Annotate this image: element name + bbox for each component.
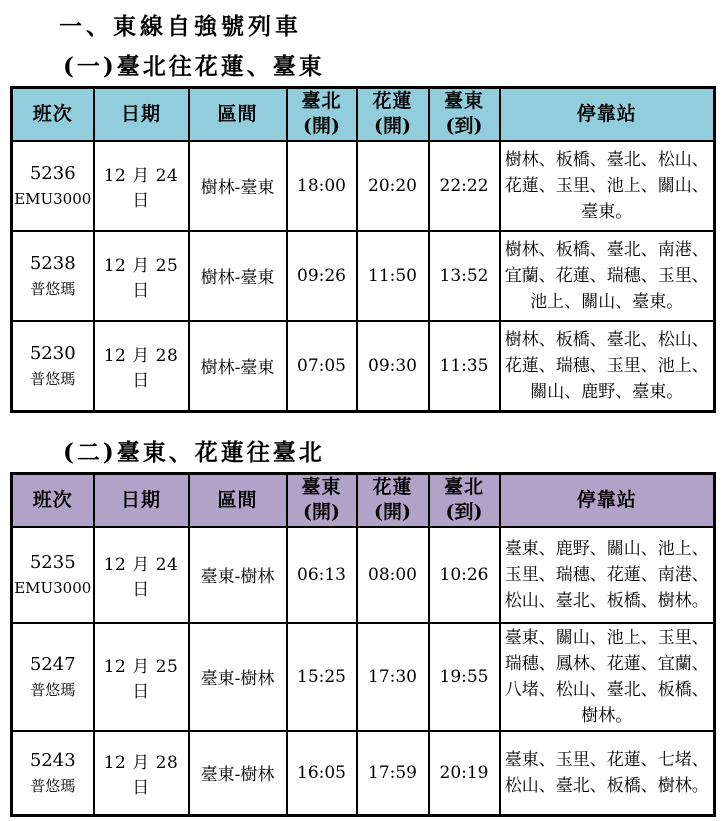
cell-date: 12 月 28 日 [94, 321, 189, 412]
cell-arr-time: 19:55 [429, 623, 500, 731]
cell-date: 12 月 25 日 [94, 623, 189, 731]
col-header-taitung-arr: 臺東 (到) [429, 88, 500, 141]
cell-dep-time-1: 06:13 [287, 527, 357, 623]
timetable-taitung-to-taipei [10, 472, 716, 817]
cell-stops: 樹林、板橋、臺北、松山、花蓮、瑞穗、玉里、池上、關山、鹿野、臺東。 [500, 321, 715, 412]
cell-route: 樹林-臺東 [189, 231, 287, 321]
cell-dep-time-2: 20:20 [357, 141, 429, 231]
section-2-subtitle: (二)臺東、花蓮往臺北 [63, 439, 325, 466]
cell-stops: 臺東、玉里、花蓮、七堵、松山、臺北、板橋、樹林。 [500, 731, 715, 816]
header-row [12, 474, 715, 527]
cell-arr-time: 22:22 [429, 141, 500, 231]
header-row [12, 88, 715, 141]
train-row [12, 321, 715, 412]
cell-dep-time-2: 17:30 [357, 623, 429, 731]
col-header-train-no: 班次 [12, 88, 94, 141]
cell-date: 12 月 25 日 [94, 231, 189, 321]
col-header-hualien-dep: 花蓮 (開) [357, 474, 429, 527]
cell-route: 臺東-樹林 [189, 731, 287, 816]
cell-date: 12 月 28 日 [94, 731, 189, 816]
col-header-route: 區間 [189, 88, 287, 141]
col-header-stops: 停靠站 [500, 88, 715, 141]
cell-dep-time-2: 09:30 [357, 321, 429, 412]
timetable-taipei-to-taitung [10, 86, 716, 413]
col-header-train-no: 班次 [12, 474, 94, 527]
cell-route: 臺東-樹林 [189, 623, 287, 731]
col-header-hualien-dep: 花蓮 (開) [357, 88, 429, 141]
cell-route: 臺東-樹林 [189, 527, 287, 623]
cell-arr-time: 13:52 [429, 231, 500, 321]
train-row [12, 731, 715, 816]
cell-dep-time-1: 15:25 [287, 623, 357, 731]
cell-stops: 臺東、關山、池上、玉里、瑞穗、鳳林、花蓮、宜蘭、八堵、松山、臺北、板橋、樹林。 [500, 623, 715, 731]
cell-train-no: 5236 EMU3000 [12, 141, 94, 231]
cell-date: 12 月 24 日 [94, 527, 189, 623]
cell-stops: 樹林、板橋、臺北、南港、宜蘭、花蓮、瑞穗、玉里、池上、關山、臺東。 [500, 231, 715, 321]
cell-arr-time: 10:26 [429, 527, 500, 623]
cell-train-no: 5238 普悠瑪 [12, 231, 94, 321]
cell-dep-time-2: 08:00 [357, 527, 429, 623]
cell-train-no: 5230 普悠瑪 [12, 321, 94, 412]
col-header-stops: 停靠站 [500, 474, 715, 527]
col-header-route: 區間 [189, 474, 287, 527]
cell-route: 樹林-臺東 [189, 141, 287, 231]
col-header-taipei-arr: 臺北 (到) [429, 474, 500, 527]
cell-date: 12 月 24 日 [94, 141, 189, 231]
col-header-date: 日期 [94, 88, 189, 141]
cell-train-no: 5247 普悠瑪 [12, 623, 94, 731]
cell-arr-time: 11:35 [429, 321, 500, 412]
cell-train-no: 5243 普悠瑪 [12, 731, 94, 816]
col-header-date: 日期 [94, 474, 189, 527]
train-row [12, 231, 715, 321]
cell-train-no: 5235 EMU3000 [12, 527, 94, 623]
col-header-taipei-dep: 臺北 (開) [287, 88, 357, 141]
cell-arr-time: 20:19 [429, 731, 500, 816]
cell-dep-time-1: 09:26 [287, 231, 357, 321]
col-header-taitung-dep: 臺東 (開) [287, 474, 357, 527]
train-row [12, 527, 715, 623]
cell-dep-time-2: 17:59 [357, 731, 429, 816]
cell-stops: 樹林、板橋、臺北、松山、花蓮、玉里、池上、關山、臺東。 [500, 141, 715, 231]
cell-dep-time-1: 18:00 [287, 141, 357, 231]
cell-stops: 臺東、鹿野、關山、池上、玉里、瑞穗、花蓮、南港、松山、臺北、板橋、樹林。 [500, 527, 715, 623]
page-title: 一、東線自強號列車 [59, 13, 302, 40]
train-row [12, 623, 715, 731]
section-1-subtitle: (一)臺北往花蓮、臺東 [63, 53, 325, 80]
cell-dep-time-2: 11:50 [357, 231, 429, 321]
train-row [12, 141, 715, 231]
cell-route: 樹林-臺東 [189, 321, 287, 412]
cell-dep-time-1: 16:05 [287, 731, 357, 816]
cell-dep-time-1: 07:05 [287, 321, 357, 412]
